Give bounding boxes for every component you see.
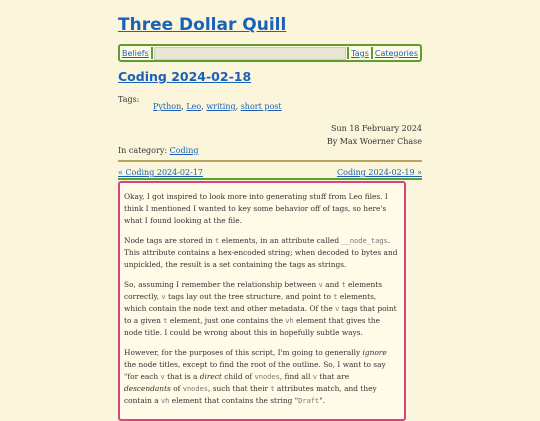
inline-code: t [333,293,338,301]
nav-categories-link[interactable]: Categories [374,48,418,58]
nav-search-field[interactable] [154,47,346,60]
emphasis: descendants [124,384,171,393]
tags-list: Python, Leo, writing, short post [153,102,282,111]
tag-link-writing[interactable]: writing [206,102,236,111]
paragraph: Okay, I got inspired to look more into generating stuff from Leo files. I think I mentioned I wanted to key some behavior off of tags, so here's what I found looking at the file. [124,192,388,225]
tag-link-short-post[interactable]: short post [240,102,282,111]
inline-code: __node_tags [341,237,388,245]
divider [118,178,422,180]
inline-code: t [270,385,275,393]
category-label: In category: [118,146,168,155]
next-post-link[interactable]: Coding 2024-02-19 » [337,168,422,177]
nav-beliefs-link[interactable]: Beliefs [122,48,149,58]
emphasis: direct [199,372,222,381]
inline-code: t [163,317,168,325]
post-date: Sun 18 February 2024 [330,124,422,133]
post-title-link[interactable]: Coding 2024-02-18 [118,69,252,84]
category-link[interactable]: Coding [169,146,199,155]
inline-code: v [312,373,317,381]
emphasis: ignore [362,348,387,357]
inline-code: t [214,237,220,245]
tag-link-leo[interactable]: Leo [186,102,202,111]
inline-code: vh [160,397,170,405]
tag-link-python[interactable]: Python [153,102,182,111]
nav-separator [151,47,153,59]
inline-code: v [335,305,340,313]
paragraph: So, assuming I remember the relationship between v and t elements correctly, v tags lay out the tree structure, and point to t elements, which contain the node text and other metadata. Of the v tags that point to a given t element, just one contains the vh element that gives the node title. I could be wrong about this in hopefully subtle ways. [124,280,397,337]
inline-code: v [160,373,165,381]
post-meta [327,123,422,148]
nav-tags-link[interactable]: Tags [351,48,369,58]
paragraph: Node tags are stored in t elements, in an attribute called __node_tags. This attribute contains a hex-encoded string; when decoded to bytes and unpickled, the result is a set containing the tags as strings. [124,236,398,269]
inline-code: v [318,281,323,289]
paragraph: However, for the purposes of this script, I'm going to generally ignore the node titles, except to find the root of the outline. So, I want to say "for each v that is a direct child of vnodes, find all v that are descendants of vnodes, such that their t attributes match, and they contain a vh element that contains the string "Draft". [124,348,387,405]
navigation-bar [118,44,422,62]
divider [118,160,422,162]
prev-post-link[interactable]: « Coding 2024-02-17 [118,168,203,177]
tags-label: Tags: [118,95,140,104]
inline-code: vnodes [182,385,209,393]
inline-code: v [161,293,166,301]
inline-code: vh [285,317,294,325]
inline-code: Draft [298,397,320,405]
post-content [118,181,406,421]
site-title-link[interactable]: Three Dollar Quill [118,15,287,35]
post-byline: By Max Woerner Chase [326,136,422,146]
inline-code: t [341,281,346,289]
post-category [118,146,198,155]
inline-code: vnodes [254,373,280,381]
